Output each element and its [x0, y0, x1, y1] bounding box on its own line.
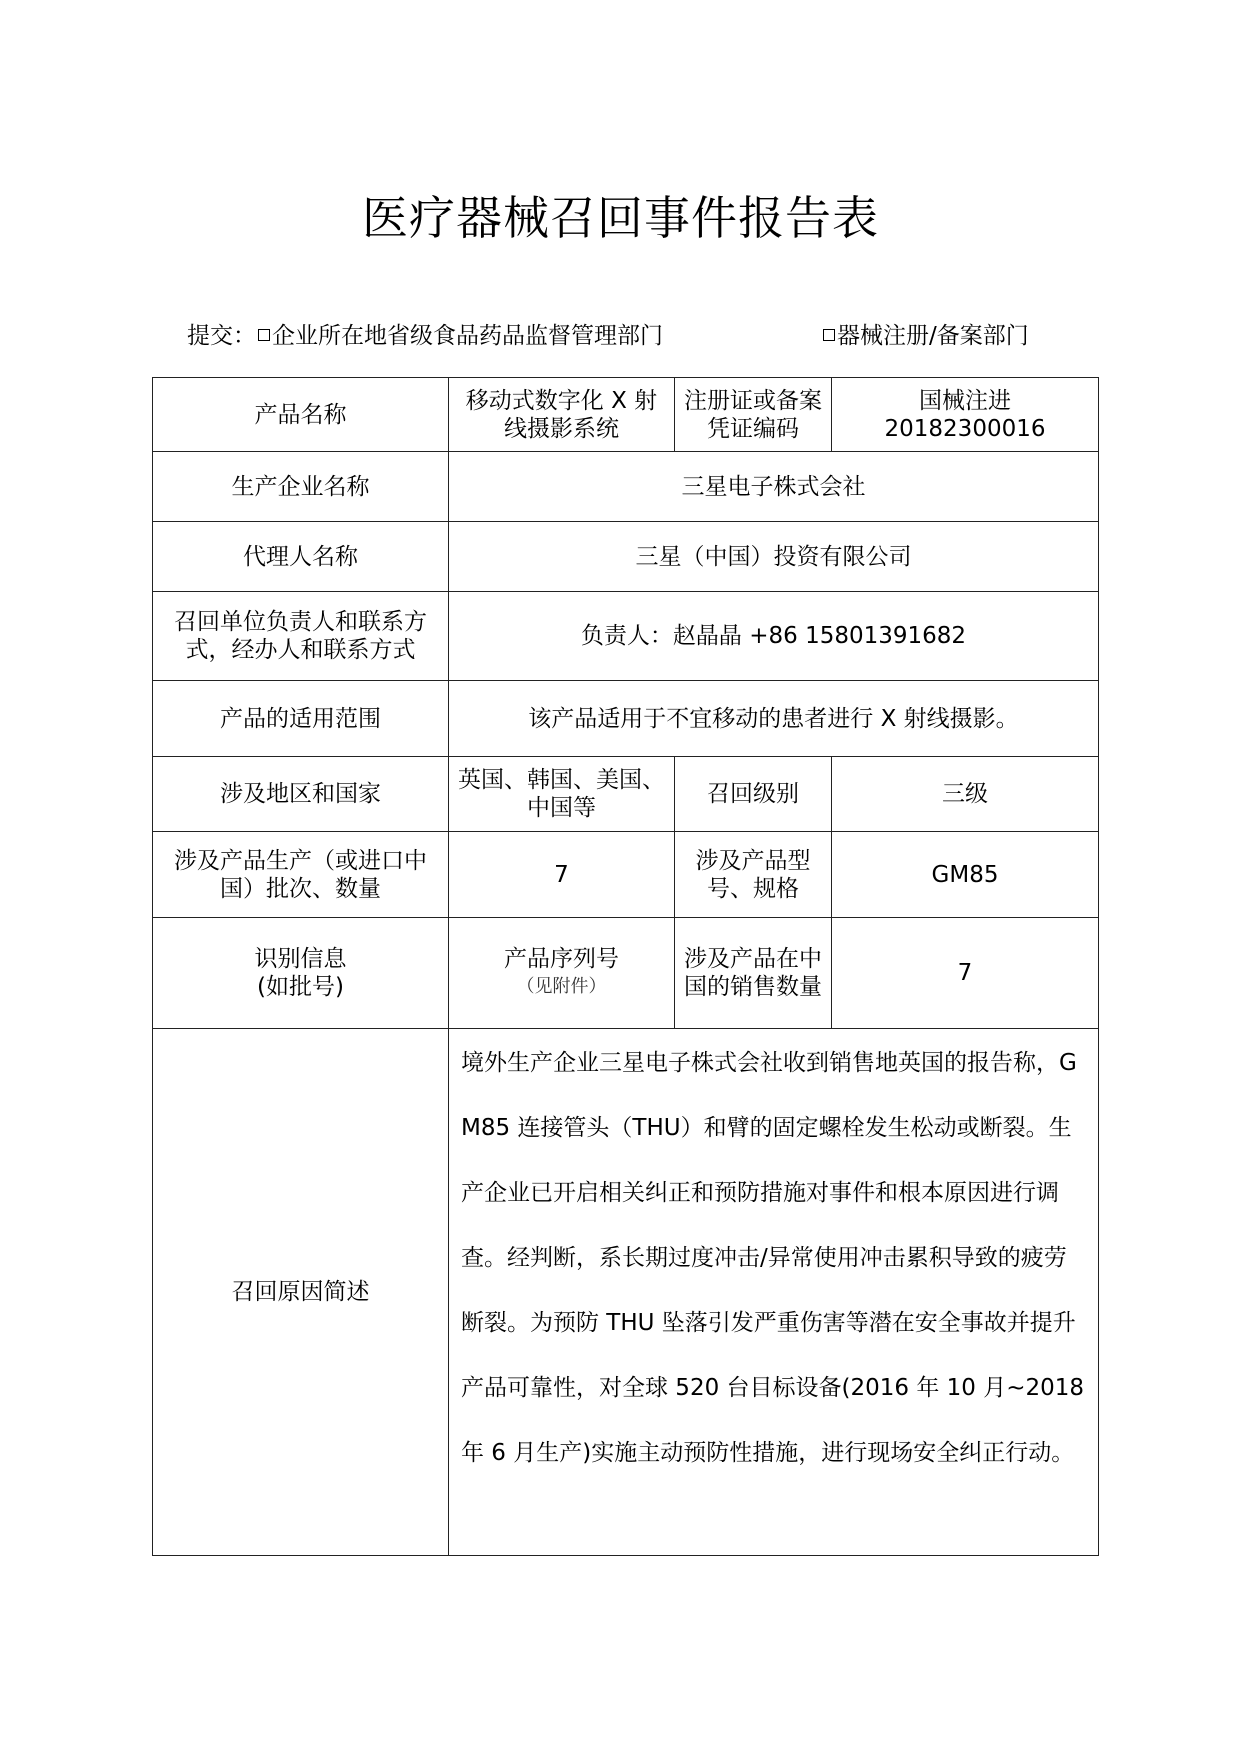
contact-value: 负责人：赵晶晶 +86 15801391682	[449, 592, 1099, 681]
id-info-line1: 识别信息	[254, 946, 347, 972]
model-label: 涉及产品型号、规格	[675, 832, 832, 918]
batch-value: 7	[449, 832, 675, 918]
id-info-label	[153, 918, 449, 1029]
submit-label: 提交：	[187, 323, 256, 349]
reason-value: 境外生产企业三星电子株式会社收到销售地英国的报告称，GM85 连接管头（THU）和臂的固定螺栓发生松动或断裂。生产企业已开启相关纠正和预防措施对事件和根本原因进行调查。经判断，系长期过度冲击/异常使用冲击累积导致的疲劳断裂。为预防 THU 坠落引发严重伤害等潜在安全事故并提升产品可靠性，对全球 520 台目标设备(2016 年 10 月~2018 年 6 月生产)实施主动预防性措施，进行现场安全纠正行动。	[449, 1029, 1099, 1556]
reason-label: 召回原因简述	[153, 1029, 449, 1556]
manufacturer-value: 三星电子株式会社	[449, 452, 1099, 522]
contact-label: 召回单位负责人和联系方式，经办人和联系方式	[153, 592, 449, 681]
reg-no-line2: 20182300016	[884, 415, 1046, 442]
china-sales-label: 涉及产品在中国的销售数量	[675, 918, 832, 1029]
scope-label: 产品的适用范围	[153, 681, 449, 757]
agent-value: 三星（中国）投资有限公司	[449, 522, 1099, 592]
checkbox-provincial[interactable]	[258, 329, 270, 341]
serial-label: 产品序列号	[504, 946, 619, 972]
table-row	[153, 522, 1099, 592]
table-row	[153, 757, 1099, 832]
submit-option-registration: 器械注册/备案部门	[837, 323, 1029, 349]
table-row	[153, 918, 1099, 1029]
checkbox-registration[interactable]	[823, 329, 835, 341]
region-label: 涉及地区和国家	[153, 757, 449, 832]
batch-label: 涉及产品生产（或进口中国）批次、数量	[153, 832, 449, 918]
table-row	[153, 592, 1099, 681]
recall-level-value: 三级	[832, 757, 1099, 832]
model-value: GM85	[832, 832, 1099, 918]
id-info-line2: (如批号)	[257, 974, 344, 1000]
product-name-label: 产品名称	[153, 378, 449, 452]
page-title: 医疗器械召回事件报告表	[362, 191, 879, 245]
submit-line	[187, 320, 1067, 352]
submit-option-provincial: 企业所在地省级食品药品监督管理部门	[272, 323, 663, 349]
china-sales-value: 7	[832, 918, 1099, 1029]
serial-cell	[449, 918, 675, 1029]
reg-no-value	[832, 378, 1099, 452]
submit-option-registration-wrap	[821, 320, 1029, 352]
serial-note: （见附件）	[516, 976, 607, 997]
recall-report-table	[152, 377, 1099, 1556]
table-row	[153, 681, 1099, 757]
table-row	[153, 452, 1099, 522]
reg-no-label: 注册证或备案凭证编码	[675, 378, 832, 452]
manufacturer-label: 生产企业名称	[153, 452, 449, 522]
product-name-value: 移动式数字化 X 射线摄影系统	[449, 378, 675, 452]
table-row	[153, 378, 1099, 452]
table-row	[153, 1029, 1099, 1556]
agent-label: 代理人名称	[153, 522, 449, 592]
reg-no-line1: 国械注进	[919, 387, 1011, 414]
scope-value: 该产品适用于不宜移动的患者进行 X 射线摄影。	[449, 681, 1099, 757]
region-value: 英国、韩国、美国、中国等	[449, 757, 675, 832]
recall-level-label: 召回级别	[675, 757, 832, 832]
table-row	[153, 832, 1099, 918]
